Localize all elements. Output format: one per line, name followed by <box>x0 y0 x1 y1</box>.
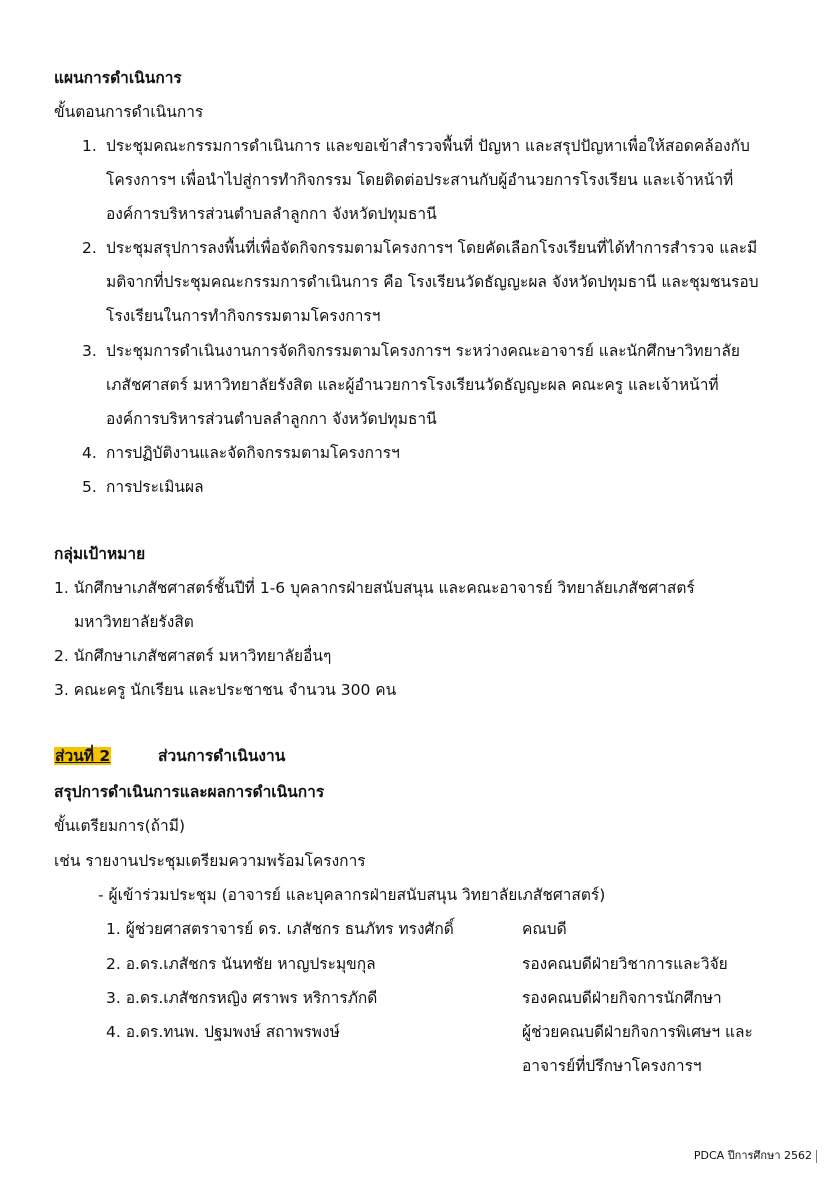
target-item-2: 2. นักศึกษาเภสัชศาสตร์ มหาวิทยาลัยอื่นๆ <box>54 647 332 665</box>
step-3-line-2: เภสัชศาสตร์ มหาวิทยาลัยรังสิต และผู้อำนวยการโรงเรียนวัดธัญญะผล คณะครู และเจ้าหน้าที่ <box>106 376 719 394</box>
attendee-4-role-line-1: ผู้ช่วยคณบดีฝ่ายกิจการพิเศษฯ และ <box>522 1023 753 1041</box>
prep-label: ขั้นเตรียมการ(ถ้ามี) <box>54 817 185 835</box>
footer-divider <box>816 1150 817 1163</box>
example-line: เช่น รายงานประชุมเตรียมความพร้อมโครงการ <box>54 852 366 870</box>
footer-text: PDCA ปีการศึกษา 2562 <box>693 1149 812 1162</box>
part2-title: ส่วนการดำเนินงาน <box>158 747 286 765</box>
step-number: 4. <box>82 444 97 462</box>
step-text: การปฏิบัติงานและจัดกิจกรรมตามโครงการฯ <box>106 444 400 462</box>
attendee-3-name: 3. อ.ดร.เภสัชกรหญิง ศราพร หริการภักดี <box>106 989 378 1007</box>
part2-label: ส่วนที่ 2 <box>55 747 111 765</box>
attendees-intro: - ผู้เข้าร่วมประชุม (อาจารย์ และบุคลากรฝ่ายสนับสนุน วิทยาลัยเภสัชศาสตร์) <box>98 886 606 904</box>
step-text: การประเมินผล <box>106 478 204 496</box>
step-1-line-3: องค์การบริหารส่วนตำบลลำลูกกา จังหวัดปทุมธานี <box>106 205 437 223</box>
step-text: ประชุมคณะกรรมการดำเนินการ และขอเข้าสำรวจพื้นที่ ปัญหา และสรุปปัญหาเพื่อให้สอดคล้องกับ <box>106 137 750 155</box>
step-5 <box>82 477 204 497</box>
attendee-2-role: รองคณบดีฝ่ายวิชาการและวิจัย <box>522 955 728 973</box>
part2-header <box>54 746 111 766</box>
step-1-line-2: โครงการฯ เพื่อนำไปสู่การทำกิจกรรม โดยติดต่อประสานกับผู้อำนวยการโรงเรียน และเจ้าหน้าที่ <box>106 171 734 189</box>
target-item-3: 3. คณะครู นักเรียน และประชาชน จำนวน 300 คน <box>54 681 397 699</box>
plan-heading: แผนการดำเนินการ <box>54 69 182 87</box>
step-number: 3. <box>82 342 97 360</box>
step-2-line-2: มติจากที่ประชุมคณะกรรมการดำเนินการ คือ โรงเรียนวัดธัญญะผล จังหวัดปทุมธานี และชุมชนรอบ <box>106 273 759 291</box>
step-3-line-1 <box>82 341 740 361</box>
step-text: ประชุมการดำเนินงานการจัดกิจกรรมตามโครงการฯ ระหว่างคณะอาจารย์ และนักศึกษาวิทยาลัย <box>106 342 740 360</box>
step-4 <box>82 443 400 463</box>
step-number: 5. <box>82 478 97 496</box>
summary-heading: สรุปการดำเนินการและผลการดำเนินการ <box>54 783 325 801</box>
step-text: ประชุมสรุปการลงพื้นที่เพื่อจัดกิจกรรมตามโครงการฯ โดยคัดเลือกโรงเรียนที่ได้ทำการสำรวจ และมี <box>106 239 758 257</box>
attendee-1-name: 1. ผู้ช่วยศาสตราจารย์ ดร. เภสัชกร ธนภัทร ทรงศักดิ์ <box>106 920 454 938</box>
step-2-line-3: โรงเรียนในการทำกิจกรรมตามโครงการฯ <box>106 307 381 325</box>
step-number: 1. <box>82 137 97 155</box>
attendee-3-role: รองคณบดีฝ่ายกิจการนักศึกษา <box>522 989 722 1007</box>
step-1-line-1 <box>82 136 750 156</box>
page-footer <box>694 1148 817 1164</box>
target-item-1-line-1: 1. นักศึกษาเภสัชศาสตร์ชั้นปีที่ 1-6 บุคลากรฝ่ายสนับสนุน และคณะอาจารย์ วิทยาลัยเภสัชศาสตร์ <box>54 579 695 597</box>
plan-subheading: ขั้นตอนการดำเนินการ <box>54 103 204 121</box>
step-3-line-3: องค์การบริหารส่วนตำบลลำลูกกา จังหวัดปทุมธานี <box>106 410 437 428</box>
step-number: 2. <box>82 239 97 257</box>
step-2-line-1 <box>82 238 757 258</box>
target-heading: กลุ่มเป้าหมาย <box>54 545 146 563</box>
target-item-1-line-2: มหาวิทยาลัยรังสิต <box>74 613 194 631</box>
attendee-2-name: 2. อ.ดร.เภสัชกร นันทชัย หาญประมุขกุล <box>106 955 376 973</box>
attendee-4-name: 4. อ.ดร.ทนพ. ปฐมพงษ์ สถาพรพงษ์ <box>106 1023 340 1041</box>
attendee-1-role: คณบดี <box>522 920 567 938</box>
attendee-4-role-line-2: อาจารย์ที่ปรึกษาโครงการฯ <box>522 1057 702 1075</box>
